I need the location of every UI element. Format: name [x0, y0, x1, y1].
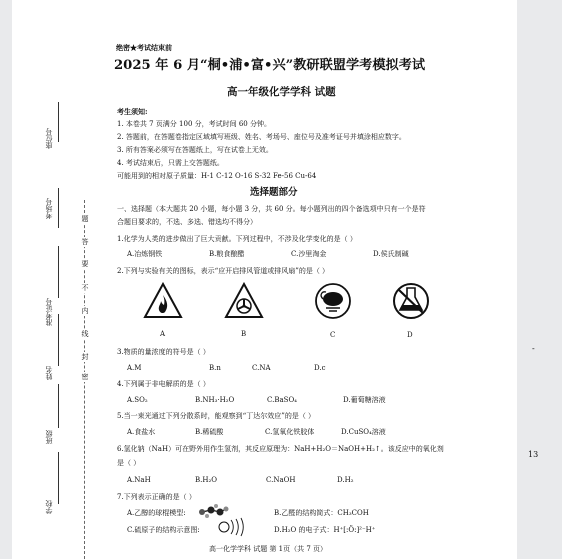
option-a: A.M	[127, 364, 142, 372]
school-blank	[58, 452, 59, 504]
edge-tick: -	[532, 344, 535, 353]
section-instruction: 一、选择题（本大题共 20 小题，每小题 3 分，共 60 分。每小题列出的四个备选项中只有一个是符	[117, 205, 426, 213]
heating-icon	[314, 282, 352, 320]
option-d: D.侯氏制碱	[373, 250, 409, 258]
section-instruction: 合题目要求的，不选、多选、错选均不得分）	[117, 218, 257, 226]
fan-warning-icon	[224, 282, 264, 320]
seal-char: 密	[81, 373, 89, 381]
option-d: D.H₂O 的电子式：H⁺[:Ö:]²⁻H⁺	[274, 526, 376, 534]
sulfur-atom-diagram-icon	[218, 517, 244, 537]
atomic-mass-line: 可能用到的相对原子质量：H-1 C-12 O-16 S-32 Fe-56 Cu-64	[117, 172, 317, 180]
ticket-blank	[58, 246, 59, 298]
seal-char: 要	[81, 260, 89, 268]
page-footer: 高一化学学科 试题 第 1页（共 7 页）	[209, 545, 328, 553]
ticket-label: 准考证号	[45, 298, 53, 326]
seal-char: 封	[81, 353, 89, 361]
note-item: 1. 本卷共 7 页满分 100 分，考试时间 60 分钟。	[117, 120, 271, 128]
option-c: C.沙里淘金	[291, 250, 327, 258]
option-a: A.NaH	[127, 476, 151, 484]
option-d: D.H₂	[337, 476, 354, 484]
class-blank	[58, 384, 59, 428]
exam-room-label: 考场号	[45, 198, 53, 219]
seal-char: 答	[81, 238, 89, 246]
question-stem: 是（ ）	[117, 459, 141, 467]
class-label: 班级	[45, 430, 53, 444]
school-label: 学校	[45, 500, 53, 514]
option-b: B.稀硫酸	[195, 428, 224, 436]
notes-heading: 考生须知:	[117, 107, 148, 116]
secret-mark: 绝密★考试结束前	[116, 43, 172, 52]
option-a: A.SO₂	[127, 396, 148, 404]
exam-page	[12, 0, 517, 559]
name-blank	[58, 314, 59, 366]
note-item: 2. 答题前，在答题卷指定区域填写班级、姓名、考场号、座位号及准考证号并填涂相应数字。	[117, 133, 406, 141]
question-stem: 2.下列与实验有关的图标，表示“应开启排风管道或排风扇”的是（ ）	[117, 267, 330, 275]
edge-page-number: 13	[528, 450, 539, 459]
flame-warning-icon	[143, 282, 183, 320]
option-b: B.粮食酿醋	[209, 250, 245, 258]
seat-blank	[58, 102, 59, 142]
section-heading: 选择题部分	[250, 187, 298, 198]
option-b: B.n	[209, 364, 221, 372]
question-stem: 4.下列属于非电解质的是（ ）	[117, 380, 210, 388]
seal-char: 线	[81, 330, 89, 338]
option-c: C.NA	[252, 364, 271, 372]
note-item: 4. 考试结束后，只需上交答题纸。	[117, 159, 224, 167]
question-stem: 6.氢化钠（NaH）可在野外用作生氢剂，其反应原理为：NaH+H₂O＝NaOH+H₂↑。该反应中的氧化剂	[117, 445, 444, 453]
option-a: A.乙醇的球棍模型:	[127, 509, 186, 517]
option-c: C.硫原子的结构示意图:	[127, 526, 200, 534]
exam-room-blank	[58, 188, 59, 228]
option-a: A.冶炼钢铁	[127, 250, 163, 258]
seal-char: 不	[81, 284, 89, 292]
option-c: C.NaOH	[266, 476, 296, 484]
question-stem: 5.当一束光通过下列分散系时，能观察到“丁达尔效应”的是（ ）	[117, 412, 316, 420]
question-stem: 1.化学为人类的进步做出了巨大贡献。下列过程中，不涉及化学变化的是（ ）	[117, 235, 357, 243]
seal-char: 题	[81, 215, 89, 223]
question-stem: 7.下列表示正确的是（ ）	[117, 493, 196, 501]
seal-char: 内	[81, 307, 89, 315]
exam-subtitle: 高一年级化学学科 试题	[227, 86, 336, 98]
option-d: D.CuSO₄溶液	[341, 428, 386, 436]
option-b: B.乙醛的结构简式：CH₃COH	[274, 509, 369, 517]
option-a: A	[160, 330, 166, 338]
no-flask-icon	[392, 282, 430, 320]
option-b: B	[241, 330, 247, 338]
option-b: B.NH₃·H₂O	[195, 396, 235, 404]
option-d: D.葡萄糖溶液	[343, 396, 386, 404]
option-d: D.c	[314, 364, 326, 372]
option-c: C.BaSO₄	[267, 396, 297, 404]
name-label: 姓名	[45, 366, 53, 380]
option-d: D	[407, 331, 413, 339]
option-c: C	[330, 331, 336, 339]
seat-label: 座位号	[45, 128, 53, 149]
option-a: A.食盐水	[127, 428, 156, 436]
note-item: 3. 所有答案必须写在答题纸上，写在试卷上无效。	[117, 146, 273, 154]
option-c: C.氢氧化铁胶体	[265, 428, 315, 436]
question-stem: 3.物质的量浓度的符号是（ ）	[117, 348, 210, 356]
option-b: B.H₂O	[195, 476, 218, 484]
exam-title: 2025 年 6 月“桐•浦•富•兴”教研联盟学考模拟考试	[114, 58, 426, 73]
